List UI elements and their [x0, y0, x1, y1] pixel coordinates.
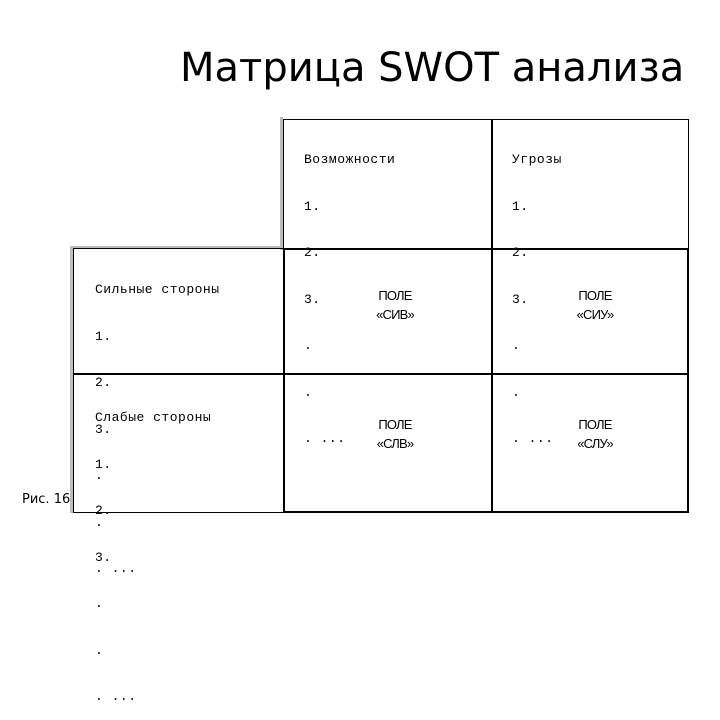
list-item: .: [95, 642, 104, 658]
list-item: .: [95, 468, 104, 483]
list-item: 1.: [95, 328, 112, 344]
list-item: 1.: [304, 198, 321, 214]
list-item: 1.: [512, 198, 529, 214]
list-item: . ...: [512, 431, 554, 446]
page-title: Матрица SWOT анализа: [180, 45, 685, 91]
threats-heading: Угрозы: [512, 152, 562, 167]
strengths-heading: Сильные стороны: [95, 282, 220, 297]
field-label: ПОЛЕ: [378, 417, 412, 432]
field-code: «СИВ»: [376, 307, 414, 322]
field-siu: [530, 286, 660, 324]
list-item: . ...: [95, 561, 137, 576]
list-item: . ...: [304, 431, 346, 446]
list-item: 3.: [304, 291, 321, 307]
weaknesses-heading: Слабые стороны: [95, 410, 212, 425]
field-siv: [330, 286, 460, 324]
list-item: 2.: [304, 245, 321, 260]
list-item: 2.: [512, 245, 529, 260]
opportunities-heading: Возможности: [304, 152, 396, 167]
list-item: .: [95, 514, 104, 530]
figure-caption: Рис. 16: [22, 492, 71, 507]
list-item: 2.: [95, 503, 112, 518]
list-item: 2.: [95, 375, 112, 390]
field-code: «СИУ»: [576, 307, 614, 322]
field-slu: [530, 415, 660, 453]
field-label: ПОЛЕ: [378, 288, 412, 303]
field-label: ПОЛЕ: [578, 417, 612, 432]
weaknesses-list: [95, 379, 211, 720]
list-item: 3.: [95, 549, 112, 565]
list-item: .: [512, 338, 521, 353]
list-item: .: [512, 384, 521, 400]
field-slv: [330, 415, 460, 453]
list-item: .: [95, 596, 104, 611]
left-block-edge: [283, 248, 285, 513]
list-item: 1.: [95, 456, 112, 472]
list-item: .: [304, 384, 313, 400]
field-code: «СЛВ»: [376, 436, 414, 451]
list-item: 3.: [95, 421, 112, 437]
list-item: 3.: [512, 291, 529, 307]
field-code: «СЛУ»: [577, 436, 613, 451]
field-label: ПОЛЕ: [578, 288, 612, 303]
list-item: . ...: [95, 689, 137, 704]
list-item: .: [304, 338, 313, 353]
